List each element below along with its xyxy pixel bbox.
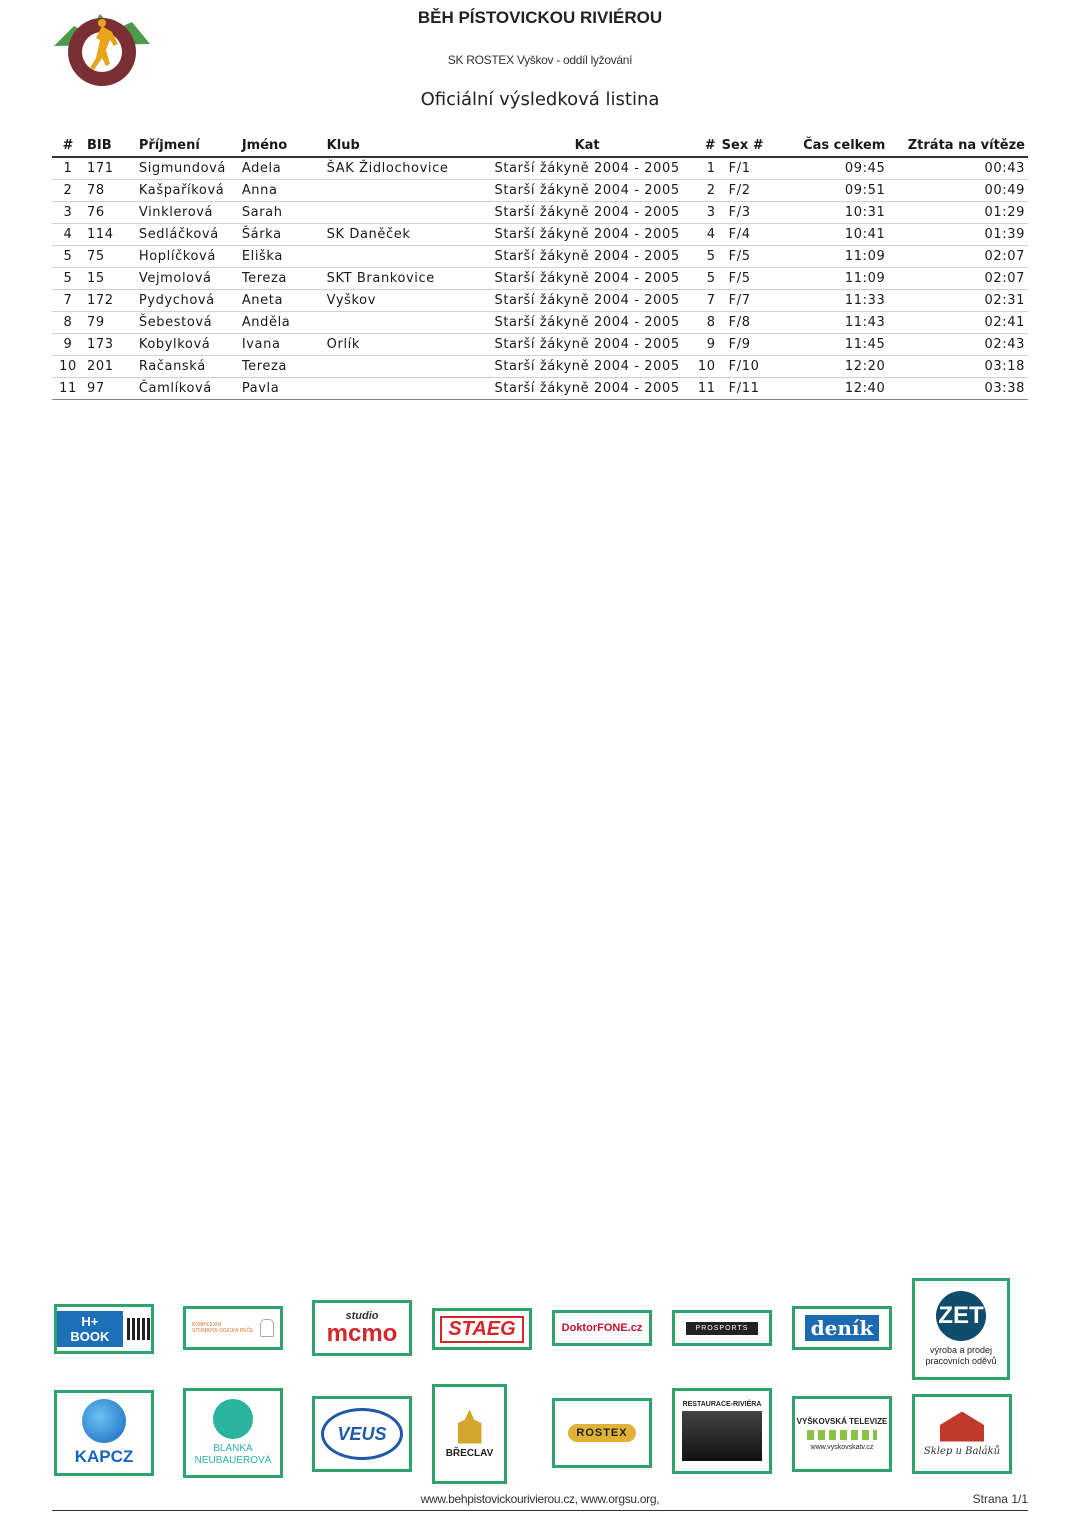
table-row xyxy=(52,224,1028,246)
cell-sex-rank: F/3 xyxy=(719,202,769,224)
cell-club: Vyškov xyxy=(324,290,492,312)
sponsor-studio-main: mcmo xyxy=(326,1320,398,1347)
col-sex-rank-header: Sex # xyxy=(719,136,769,157)
cell-time: 11:09 xyxy=(769,246,889,268)
cell-club xyxy=(324,378,492,400)
cell-cat-rank: 2 xyxy=(683,180,719,202)
cell-rank: 5 xyxy=(52,268,84,290)
table-row xyxy=(52,312,1028,334)
cell-cat-rank: 10 xyxy=(683,356,719,378)
cell-gap: 01:39 xyxy=(888,224,1028,246)
cell-gap: 02:41 xyxy=(888,312,1028,334)
cell-sex-rank: F/9 xyxy=(719,334,769,356)
sponsor-veus-label: VEUS xyxy=(321,1408,403,1460)
sponsor-veus xyxy=(312,1396,412,1472)
tooth-icon xyxy=(260,1319,274,1337)
cell-bib: 172 xyxy=(84,290,136,312)
sponsor-prosports-label: PROSPORTS xyxy=(686,1322,759,1335)
cell-gap: 03:38 xyxy=(888,378,1028,400)
cell-bib: 173 xyxy=(84,334,136,356)
footer-divider xyxy=(52,1510,1028,1511)
sponsor-zet-logo: ZET xyxy=(936,1291,986,1341)
sponsor-vtv-url: www.vyskovskatv.cz xyxy=(810,1444,874,1451)
sponsor-sklep-label: Sklep u Baláků xyxy=(923,1445,1001,1457)
cell-bib: 114 xyxy=(84,224,136,246)
table-row xyxy=(52,268,1028,290)
footer-page-number: Strana 1/1 xyxy=(972,1492,1028,1506)
cell-surname: Pydychová xyxy=(136,290,239,312)
tooth-badge-icon xyxy=(213,1399,253,1439)
cell-rank: 7 xyxy=(52,290,84,312)
sponsor-doktorfone xyxy=(552,1310,652,1346)
cell-time: 11:45 xyxy=(769,334,889,356)
cell-time: 12:20 xyxy=(769,356,889,378)
cell-time: 11:33 xyxy=(769,290,889,312)
cell-gap: 00:49 xyxy=(888,180,1028,202)
cell-club: SK Daněček xyxy=(324,224,492,246)
cell-rank: 10 xyxy=(52,356,84,378)
sponsor-vyskovska-tv xyxy=(792,1396,892,1472)
sponsor-blanka xyxy=(183,1388,283,1478)
cell-gap: 02:07 xyxy=(888,246,1028,268)
table-row xyxy=(52,356,1028,378)
sponsor-staeg xyxy=(432,1308,532,1350)
cell-sex-rank: F/11 xyxy=(719,378,769,400)
cell-club xyxy=(324,180,492,202)
cell-category: Starší žákyně 2004 - 2005 xyxy=(491,290,682,312)
cell-cat-rank: 11 xyxy=(683,378,719,400)
cell-bib: 75 xyxy=(84,246,136,268)
sponsor-denik xyxy=(792,1306,892,1350)
cell-rank: 1 xyxy=(52,157,84,180)
cell-name: Tereza xyxy=(239,268,324,290)
cell-bib: 15 xyxy=(84,268,136,290)
col-category-header: Kat xyxy=(491,136,682,157)
cell-category: Starší žákyně 2004 - 2005 xyxy=(491,224,682,246)
table-row xyxy=(52,157,1028,180)
cell-sex-rank: F/4 xyxy=(719,224,769,246)
col-time-header: Čas celkem xyxy=(769,136,889,157)
cell-sex-rank: F/10 xyxy=(719,356,769,378)
organizer-subtitle: SK ROSTEX Vyškov - oddíl lyžování xyxy=(447,53,633,67)
sponsor-kapcz-label: KAPCZ xyxy=(74,1447,134,1466)
cell-name: Anděla xyxy=(239,312,324,334)
table-row xyxy=(52,202,1028,224)
cell-category: Starší žákyně 2004 - 2005 xyxy=(491,268,682,290)
cell-category: Starší žákyně 2004 - 2005 xyxy=(491,180,682,202)
cell-surname: Kobylková xyxy=(136,334,239,356)
cell-surname: Vinklerová xyxy=(136,202,239,224)
page-title: BĚH PÍSTOVICKOU RIVIÉROU xyxy=(417,8,663,27)
cell-gap: 02:07 xyxy=(888,268,1028,290)
cell-time: 10:31 xyxy=(769,202,889,224)
cell-surname: Šebestová xyxy=(136,312,239,334)
cell-cat-rank: 5 xyxy=(683,246,719,268)
sponsor-dental xyxy=(183,1306,283,1350)
sponsor-doktorfone-label: DoktorFONE.cz xyxy=(561,1322,643,1334)
cell-category: Starší žákyně 2004 - 2005 xyxy=(491,202,682,224)
cell-rank: 11 xyxy=(52,378,84,400)
col-name-header: Jméno xyxy=(239,136,324,157)
tv-bars-icon xyxy=(807,1430,877,1440)
sponsor-rostex xyxy=(552,1398,652,1468)
cell-surname: Čamlíková xyxy=(136,378,239,400)
cell-cat-rank: 9 xyxy=(683,334,719,356)
cell-cat-rank: 3 xyxy=(683,202,719,224)
cell-category: Starší žákyně 2004 - 2005 xyxy=(491,246,682,268)
cell-time: 09:51 xyxy=(769,180,889,202)
sponsor-vtv-title: VYŠKOVSKÁ TELEVIZE xyxy=(796,1417,888,1426)
cell-surname: Kašpaříková xyxy=(136,180,239,202)
col-surname-header: Příjmení xyxy=(136,136,239,157)
cell-gap: 03:18 xyxy=(888,356,1028,378)
restaurant-photo xyxy=(682,1411,762,1461)
cell-category: Starší žákyně 2004 - 2005 xyxy=(491,356,682,378)
sponsor-studio-top: studio xyxy=(345,1310,379,1322)
sponsor-denik-label: deník xyxy=(805,1315,880,1341)
sponsor-breclav-label: BŘECLAV xyxy=(445,1447,494,1459)
col-rank-header: # xyxy=(52,136,84,157)
results-table xyxy=(52,136,1028,400)
sponsor-sklep xyxy=(912,1394,1012,1474)
cell-sex-rank: F/5 xyxy=(719,268,769,290)
cell-time: 09:45 xyxy=(769,157,889,180)
cell-cat-rank: 4 xyxy=(683,224,719,246)
cell-bib: 79 xyxy=(84,312,136,334)
cell-cat-rank: 7 xyxy=(683,290,719,312)
sponsor-studio-mcmo xyxy=(312,1300,412,1356)
cell-rank: 3 xyxy=(52,202,84,224)
col-bib-header: BIB xyxy=(84,136,136,157)
sponsor-kapcz xyxy=(54,1390,154,1476)
cell-rank: 8 xyxy=(52,312,84,334)
sponsor-rostex-label: ROSTEX xyxy=(568,1424,635,1442)
cell-rank: 9 xyxy=(52,334,84,356)
cell-surname: Sigmundová xyxy=(136,157,239,180)
table-row xyxy=(52,290,1028,312)
sponsor-prosports xyxy=(672,1310,772,1346)
cell-club xyxy=(324,312,492,334)
cell-category: Starší žákyně 2004 - 2005 xyxy=(491,157,682,180)
cell-cat-rank: 1 xyxy=(683,157,719,180)
col-gap-header: Ztráta na vítěze xyxy=(888,136,1028,157)
cell-time: 12:40 xyxy=(769,378,889,400)
cell-category: Starší žákyně 2004 - 2005 xyxy=(491,312,682,334)
sponsor-zet-text: výroba a prodej pracovních oděvů xyxy=(925,1345,997,1366)
qr-code-icon xyxy=(127,1318,151,1340)
cell-sex-rank: F/8 xyxy=(719,312,769,334)
cell-cat-rank: 5 xyxy=(683,268,719,290)
table-header-row xyxy=(52,136,1028,157)
sponsor-hbook xyxy=(54,1304,154,1354)
cell-gap: 01:29 xyxy=(888,202,1028,224)
cell-name: Ivana xyxy=(239,334,324,356)
cell-gap: 02:43 xyxy=(888,334,1028,356)
cell-bib: 201 xyxy=(84,356,136,378)
results-list-title: Oficiální výsledková listina xyxy=(420,89,660,110)
cell-club: SKT Brankovice xyxy=(324,268,492,290)
cell-rank: 4 xyxy=(52,224,84,246)
cell-name: Pavla xyxy=(239,378,324,400)
cell-rank: 2 xyxy=(52,180,84,202)
cell-club: Orlík xyxy=(324,334,492,356)
sponsor-dental-label: KOMPLEXNÍ STOMATOLOGICKÁ PÉČE xyxy=(192,1322,254,1334)
castle-icon xyxy=(458,1410,482,1444)
cell-name: Anna xyxy=(239,180,324,202)
cell-bib: 171 xyxy=(84,157,136,180)
cell-cat-rank: 8 xyxy=(683,312,719,334)
cell-gap: 02:31 xyxy=(888,290,1028,312)
cell-category: Starší žákyně 2004 - 2005 xyxy=(491,378,682,400)
cell-sex-rank: F/1 xyxy=(719,157,769,180)
cell-bib: 76 xyxy=(84,202,136,224)
sponsor-restaurace xyxy=(672,1388,772,1474)
cell-surname: Račanská xyxy=(136,356,239,378)
kapcz-emblem-icon xyxy=(82,1399,126,1443)
sponsor-staeg-label: STAEG xyxy=(440,1316,523,1343)
cell-category: Starší žákyně 2004 - 2005 xyxy=(491,334,682,356)
cell-sex-rank: F/7 xyxy=(719,290,769,312)
cell-time: 11:43 xyxy=(769,312,889,334)
cell-sex-rank: F/2 xyxy=(719,180,769,202)
cell-name: Eliška xyxy=(239,246,324,268)
cell-time: 11:09 xyxy=(769,268,889,290)
sponsor-restaurace-label: RESTAURACE-RIVIÉRA xyxy=(682,1401,762,1408)
cell-time: 10:41 xyxy=(769,224,889,246)
footer-links: www.behpistovickourivierou.cz, www.orgsu.org, xyxy=(420,1492,660,1506)
cell-surname: Sedláčková xyxy=(136,224,239,246)
cell-surname: Hoplíčková xyxy=(136,246,239,268)
house-icon xyxy=(940,1412,984,1442)
table-row xyxy=(52,180,1028,202)
col-club-header: Klub xyxy=(324,136,492,157)
sponsor-hbook-label: H+ BOOK xyxy=(57,1311,123,1347)
cell-name: Adela xyxy=(239,157,324,180)
col-cat-rank-header: # xyxy=(683,136,719,157)
table-row xyxy=(52,334,1028,356)
table-row xyxy=(52,378,1028,400)
cell-gap: 00:43 xyxy=(888,157,1028,180)
cell-name: Tereza xyxy=(239,356,324,378)
sponsor-logos xyxy=(0,1278,1080,1488)
table-row xyxy=(52,246,1028,268)
sponsor-zet xyxy=(912,1278,1010,1380)
cell-name: Aneta xyxy=(239,290,324,312)
cell-rank: 5 xyxy=(52,246,84,268)
cell-name: Šárka xyxy=(239,224,324,246)
cell-club: ŠAK Židlochovice xyxy=(324,157,492,180)
cell-sex-rank: F/5 xyxy=(719,246,769,268)
sponsor-blanka-label: BLANKA NEUBAUEROVÁ xyxy=(194,1443,272,1466)
sponsor-breclav xyxy=(432,1384,507,1484)
cell-name: Sarah xyxy=(239,202,324,224)
cell-club xyxy=(324,246,492,268)
cell-bib: 97 xyxy=(84,378,136,400)
cell-club xyxy=(324,356,492,378)
cell-bib: 78 xyxy=(84,180,136,202)
cell-club xyxy=(324,202,492,224)
cell-surname: Vejmolová xyxy=(136,268,239,290)
